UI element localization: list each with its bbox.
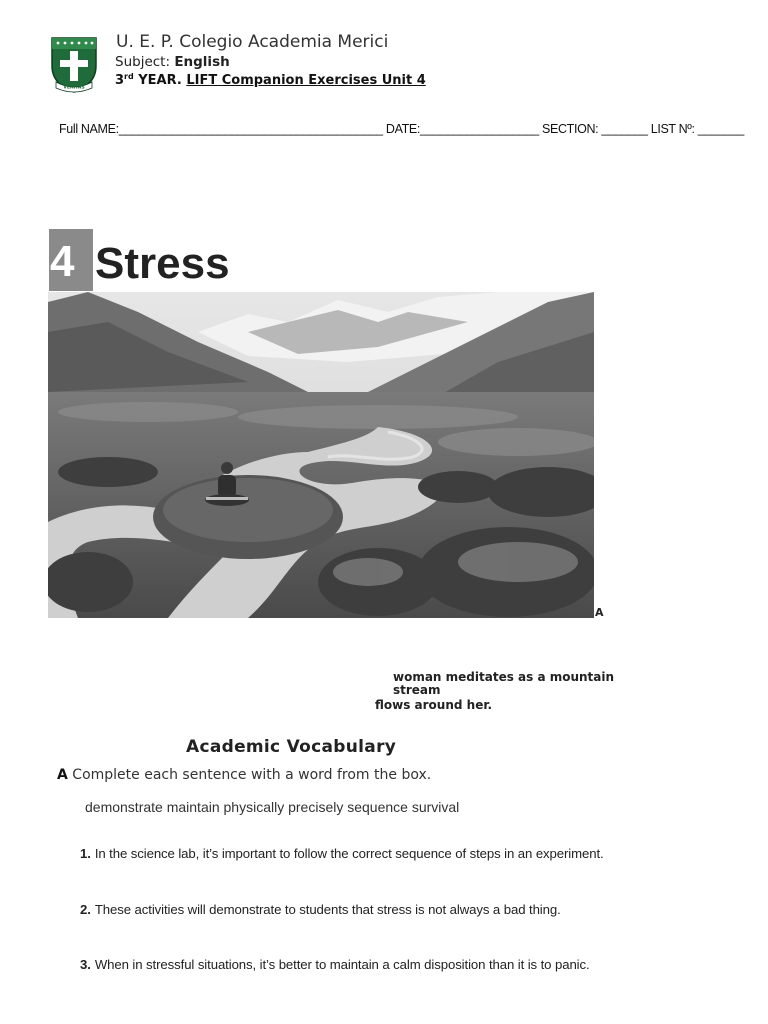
student-info-line — [59, 122, 744, 136]
exercise-instruction — [57, 767, 431, 783]
caption-line-3: flows around her. — [375, 698, 493, 712]
unit-number: 4 — [50, 237, 75, 286]
year-suffix: rd — [124, 72, 134, 81]
sentence-item — [80, 902, 561, 917]
sentence-text: In the science lab, it’s important to follow the correct sequence of steps in an experiment. — [94, 846, 604, 861]
caption-line-1: woman meditates as a mountain — [393, 670, 615, 684]
date-label: DATE: — [385, 122, 421, 136]
svg-text:VERITAS: VERITAS — [63, 85, 85, 91]
year-number: 3 — [115, 73, 125, 88]
unit-title: Stress — [95, 239, 230, 288]
sentence-number: 1. — [80, 846, 91, 861]
section-field[interactable]: _______ — [601, 122, 648, 136]
sentence-number: 3. — [80, 957, 91, 972]
subject-label: Subject: — [115, 54, 171, 70]
sentence-item — [80, 846, 604, 861]
section-heading: Academic Vocabulary — [186, 737, 397, 757]
section-label: SECTION: — [542, 122, 599, 136]
worksheet-title: LIFT Companion Exercises Unit 4 — [186, 73, 426, 88]
list-number-label: LIST Nº: — [650, 122, 695, 136]
photo-caption — [375, 671, 614, 712]
full-name-label: Full NAME: — [59, 122, 119, 136]
school-crest-logo — [50, 36, 98, 94]
instruction-text: Complete each sentence with a word from the box. — [72, 767, 432, 783]
subject-line — [115, 54, 230, 70]
mountain-stream-photo — [48, 292, 594, 618]
list-number-field[interactable]: _______ — [697, 122, 744, 136]
word-box: demonstrate maintain physically precisely sequence survival — [85, 799, 460, 815]
sentence-number: 2. — [80, 902, 91, 917]
sentence-text: These activities will demonstrate to students that stress is not always a bad thing. — [94, 902, 561, 917]
exercise-letter: A — [57, 767, 68, 783]
sentence-text: When in stressful situations, it’s better to maintain a calm disposition than it is to panic. — [94, 957, 590, 972]
year-line — [115, 72, 426, 88]
sentence-item — [80, 957, 590, 972]
unit-number-badge — [49, 229, 93, 291]
year-label: YEAR. — [138, 73, 182, 88]
caption-marker: A — [595, 606, 604, 619]
subject-value: English — [174, 54, 230, 70]
full-name-field[interactable]: ________________________________________ — [118, 122, 383, 136]
school-name: U. E. P. Colegio Academia Merici — [116, 32, 389, 52]
date-field[interactable]: __________________ — [420, 122, 539, 136]
caption-line-2: stream — [393, 683, 441, 697]
